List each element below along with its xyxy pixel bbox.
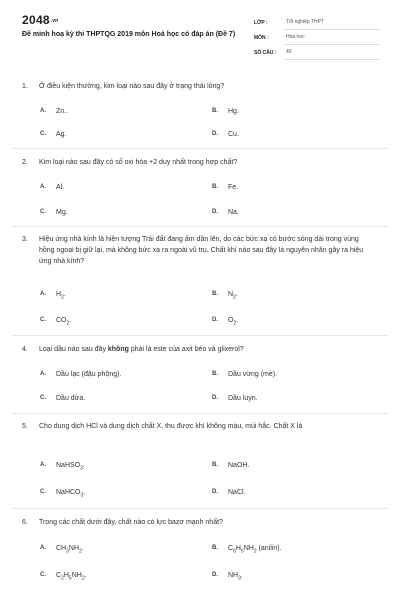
option-text: $CH_3NH_2$. — [56, 545, 84, 555]
option-letter: D. — [212, 209, 218, 215]
question-number: 2. — [22, 159, 28, 166]
option-d[interactable] — [212, 571, 243, 583]
question-number: 4. — [22, 346, 28, 353]
meta-info — [254, 15, 380, 60]
option-text: Mg. — [56, 209, 68, 216]
meta-value: Hóa học — [284, 30, 380, 45]
option-c[interactable] — [40, 316, 71, 328]
option-letter: A. — [40, 184, 46, 190]
divider — [12, 148, 388, 149]
option-a[interactable] — [40, 107, 68, 116]
question-text: Cho dung dịch HCl và dung dịch chất X, thu được khí không màu, mùi hắc. Chất X là — [39, 423, 303, 430]
question-text: Loại dầu nào sau đây không phải là este của axit béo và glixerol? — [39, 346, 244, 353]
option-text: Al. — [56, 184, 65, 191]
option-text: $CO_2$. — [56, 317, 72, 327]
option-text: Cu. — [228, 131, 239, 138]
option-a[interactable] — [40, 183, 64, 192]
option-letter: A. — [40, 545, 46, 551]
option-text: Dầu dừa. — [56, 395, 86, 402]
option-text: Ag. — [56, 131, 67, 138]
option-b[interactable] — [212, 183, 238, 192]
option-text: Dầu luyn. — [228, 395, 258, 402]
question-number: 6. — [22, 519, 28, 526]
question-number: 1. — [22, 83, 28, 90]
option-text: NaHSO$_3$. — [56, 462, 85, 472]
option-letter: A. — [40, 462, 46, 468]
option-a[interactable] — [40, 290, 66, 302]
meta-label: MÔN : — [254, 34, 269, 41]
option-letter: A. — [40, 108, 46, 114]
option-letter: D. — [212, 317, 218, 323]
option-text: NaCl. — [228, 489, 246, 496]
option-text: NaOH. — [228, 462, 250, 469]
option-a[interactable] — [40, 544, 84, 556]
option-letter: C. — [40, 395, 46, 401]
question-text: Kim loại nào sau đây có số oxi hóa +2 duy nhất trong hợp chất? — [39, 159, 238, 166]
option-d[interactable] — [212, 130, 239, 139]
option-letter: D. — [212, 489, 218, 495]
divider — [12, 226, 388, 227]
option-letter: B. — [212, 291, 218, 297]
question-3-stem — [22, 234, 374, 267]
option-text: $H_2$. — [56, 291, 66, 301]
meta-value: Tốt nghiệp THPT — [284, 15, 380, 30]
option-text: Na. — [228, 209, 239, 216]
option-text: NaHCO$_3$. — [56, 489, 86, 499]
option-letter: B. — [212, 371, 218, 377]
option-text: Fe. — [228, 184, 239, 191]
option-b[interactable] — [212, 461, 249, 470]
option-letter: D. — [212, 395, 218, 401]
option-letter: C. — [40, 131, 46, 137]
option-c[interactable] — [40, 130, 67, 139]
option-text: $NH_3$. — [228, 572, 243, 582]
site-logo[interactable]: $2048_{.vn}$ — [22, 13, 59, 27]
option-letter: C. — [40, 489, 46, 495]
option-d[interactable] — [212, 208, 239, 217]
option-b[interactable] — [212, 370, 277, 379]
option-letter: B. — [212, 108, 218, 114]
divider — [12, 335, 388, 336]
option-letter: C. — [40, 572, 46, 578]
option-c[interactable] — [40, 208, 68, 217]
question-number: 3. — [22, 236, 28, 243]
option-b[interactable] — [212, 107, 239, 116]
option-letter: D. — [212, 131, 218, 137]
option-a[interactable] — [40, 370, 121, 379]
meta-label: SỐ CÂU : — [254, 49, 277, 56]
option-letter: C. — [40, 317, 46, 323]
option-letter: B. — [212, 184, 218, 190]
meta-row-subject — [254, 30, 380, 45]
option-letter: A. — [40, 371, 46, 377]
option-c[interactable] — [40, 488, 85, 500]
option-text: $C_2H_5NH_2$. — [56, 572, 87, 582]
option-a[interactable] — [40, 461, 85, 473]
divider — [12, 508, 388, 509]
question-1-stem — [22, 81, 374, 92]
option-text: $O_2$. — [228, 317, 239, 327]
question-2-stem — [22, 157, 374, 168]
page-title: Đề minh hoạ kỳ thi THPTQG 2019 môn Hoá học có đáp án (Đề 7) — [22, 31, 236, 38]
option-text: Dầu vừng (mè). — [228, 371, 278, 378]
option-text: $C_6H_5NH_2$ (anilin). — [228, 545, 282, 555]
question-5-stem — [22, 421, 374, 432]
meta-row-class — [254, 15, 380, 30]
option-letter: B. — [212, 462, 218, 468]
option-text: $N_2$. — [228, 291, 238, 301]
option-letter: A. — [40, 291, 46, 297]
option-text: Dầu lạc (đậu phộng). — [56, 371, 122, 378]
option-d[interactable] — [212, 394, 258, 403]
option-letter: C. — [40, 209, 46, 215]
question-text: Trong các chất dưới đây, chất nào có lực bazơ mạnh nhất? — [39, 519, 223, 526]
meta-label: LỚP : — [254, 19, 268, 26]
question-4-stem — [22, 344, 374, 355]
question-6-stem — [22, 517, 374, 528]
question-number: 5. — [22, 423, 28, 430]
option-text: Hg. — [228, 108, 239, 115]
option-c[interactable] — [40, 394, 85, 403]
option-d[interactable] — [212, 488, 246, 497]
option-text: Zn.. — [56, 108, 69, 115]
question-text: Hiệu ứng nhà kính là hiện tượng Trái đất đang ấm dần lên, do các bức xạ có bước sóng dài trong vùng hồng ngoại bị giữ lại, mà không bức xạ ra ngoài vũ trụ. Chất khí nào sau đây là nguyên nhân gây ra hiệu ứng nhà kính? — [39, 236, 364, 265]
option-d[interactable] — [212, 316, 238, 328]
meta-value: 40 — [284, 45, 380, 60]
divider — [12, 413, 388, 414]
option-b[interactable] — [212, 544, 282, 556]
page-header — [0, 0, 400, 72]
option-b[interactable] — [212, 290, 238, 302]
question-text: Ở điều kiện thường, kim loại nào sau đây ở trạng thái lỏng? — [39, 83, 225, 90]
option-letter: B. — [212, 545, 218, 551]
meta-row-count — [254, 45, 380, 60]
option-c[interactable] — [40, 571, 87, 583]
option-letter: D. — [212, 572, 218, 578]
